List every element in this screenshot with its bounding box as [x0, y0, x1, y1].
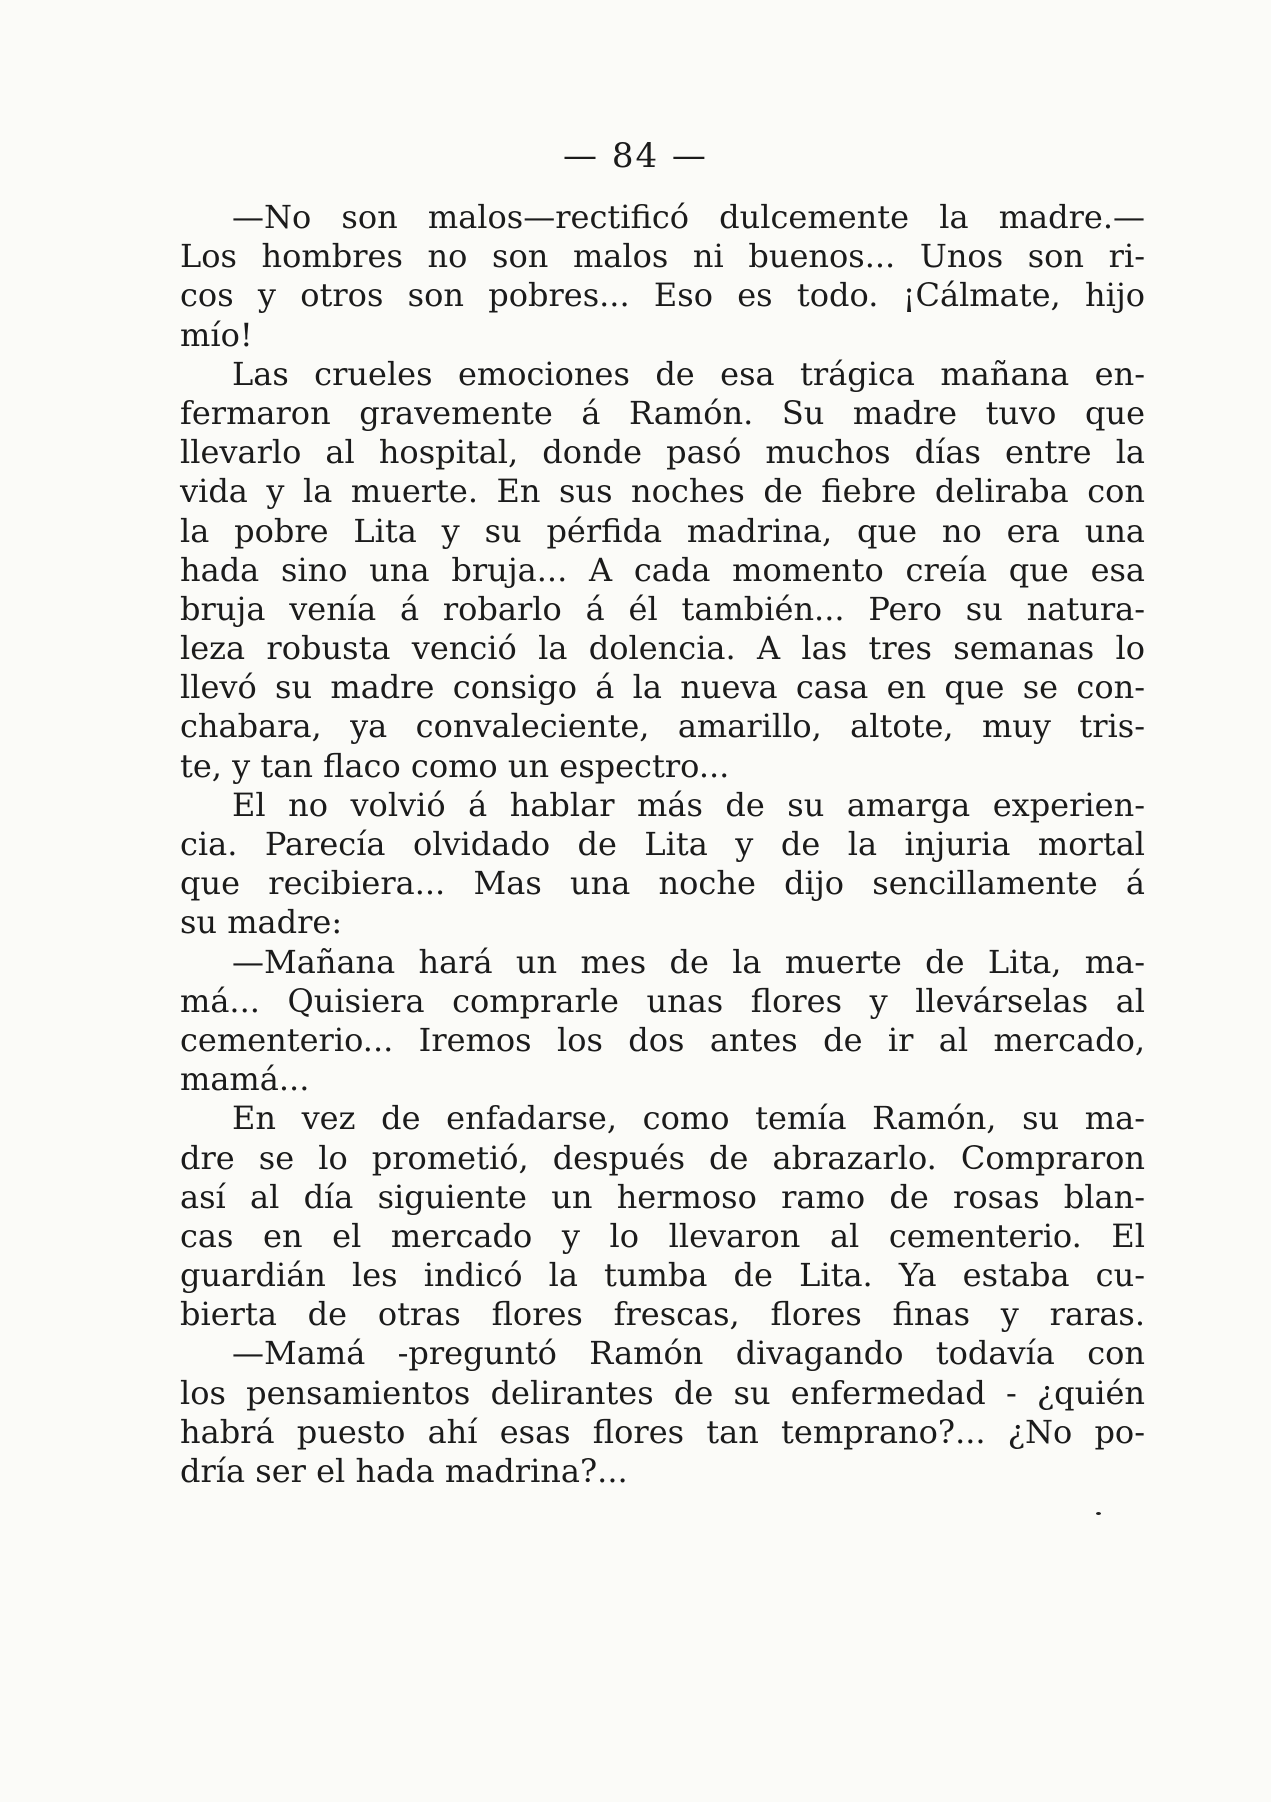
text-line: la pobre Lita y su pérfida madrina, que no era una — [180, 511, 1145, 550]
text-line: fermaron gravemente á Ramón. Su madre tuvo que — [180, 393, 1145, 432]
text-line: El no volvió á hablar más de su amarga experien- — [232, 785, 1145, 824]
text-line: Los hombres no son malos ni buenos... Unos son ri- — [180, 237, 1145, 276]
text-line: chabara, ya convaleciente, amarillo, altote, muy tris- — [180, 707, 1145, 746]
text-line: —No son malos—rectificó dulcemente la madre.— — [232, 198, 1145, 236]
text-line: llevarlo al hospital, donde pasó muchos días entre la — [180, 433, 1145, 472]
text-line: bruja venía á robarlo á él también... Pero su natura- — [180, 589, 1145, 628]
text-line: te, y tan flaco como un espectro... — [180, 746, 730, 785]
body-text — [180, 198, 1145, 1491]
text-line: mío! — [180, 315, 253, 354]
text-line: Las crueles emociones de esa trágica mañana en- — [232, 354, 1145, 393]
text-line: má... Quisiera comprarle unas flores y llevárselas al — [180, 981, 1145, 1020]
text-line: —Mamá -preguntó Ramón divagando todavía con — [232, 1334, 1145, 1373]
page-number: — 84 — — [563, 136, 708, 176]
text-line: cas en el mercado y lo llevaron al cementerio. El — [180, 1216, 1145, 1255]
text-line: guardián les indicó la tumba de Lita. Ya estaba cu- — [180, 1256, 1145, 1295]
text-line: leza robusta venció la dolencia. A las tres semanas lo — [180, 629, 1145, 668]
text-line: su madre: — [180, 903, 343, 942]
text-line: hada sino una bruja... A cada momento creía que esa — [180, 550, 1145, 589]
text-line: En vez de enfadarse, como temía Ramón, su ma- — [232, 1099, 1145, 1138]
text-line: dre se lo prometió, después de abrazarlo. Compraron — [180, 1138, 1145, 1177]
text-line: vida y la muerte. En sus noches de fiebre deliraba con — [180, 472, 1145, 511]
ink-speck — [1096, 1512, 1101, 1515]
text-line: —Mañana hará un mes de la muerte de Lita, ma- — [232, 942, 1145, 981]
text-line: dría ser el hada madrina?... — [180, 1452, 628, 1490]
text-line: llevó su madre consigo á la nueva casa en que se con- — [180, 668, 1145, 707]
text-line: cementerio... Iremos los dos antes de ir al mercado, — [180, 1020, 1145, 1059]
text-line: mamá... — [180, 1060, 310, 1099]
text-line: habrá puesto ahí esas flores tan temprano?... ¿No po- — [180, 1412, 1145, 1451]
text-line: que recibiera... Mas una noche dijo sencillamente á — [180, 864, 1145, 903]
text-line: cia. Parecía olvidado de Lita y de la injuria mortal — [180, 825, 1145, 863]
text-line: así al día siguiente un hermoso ramo de rosas blan- — [180, 1177, 1145, 1216]
text-line: bierta de otras flores frescas, flores finas y raras. — [180, 1295, 1145, 1334]
text-line: los pensamientos delirantes de su enfermedad - ¿quién — [180, 1373, 1145, 1412]
text-line: cos y otros son pobres... Eso es todo. ¡Cálmate, hijo — [180, 276, 1145, 315]
